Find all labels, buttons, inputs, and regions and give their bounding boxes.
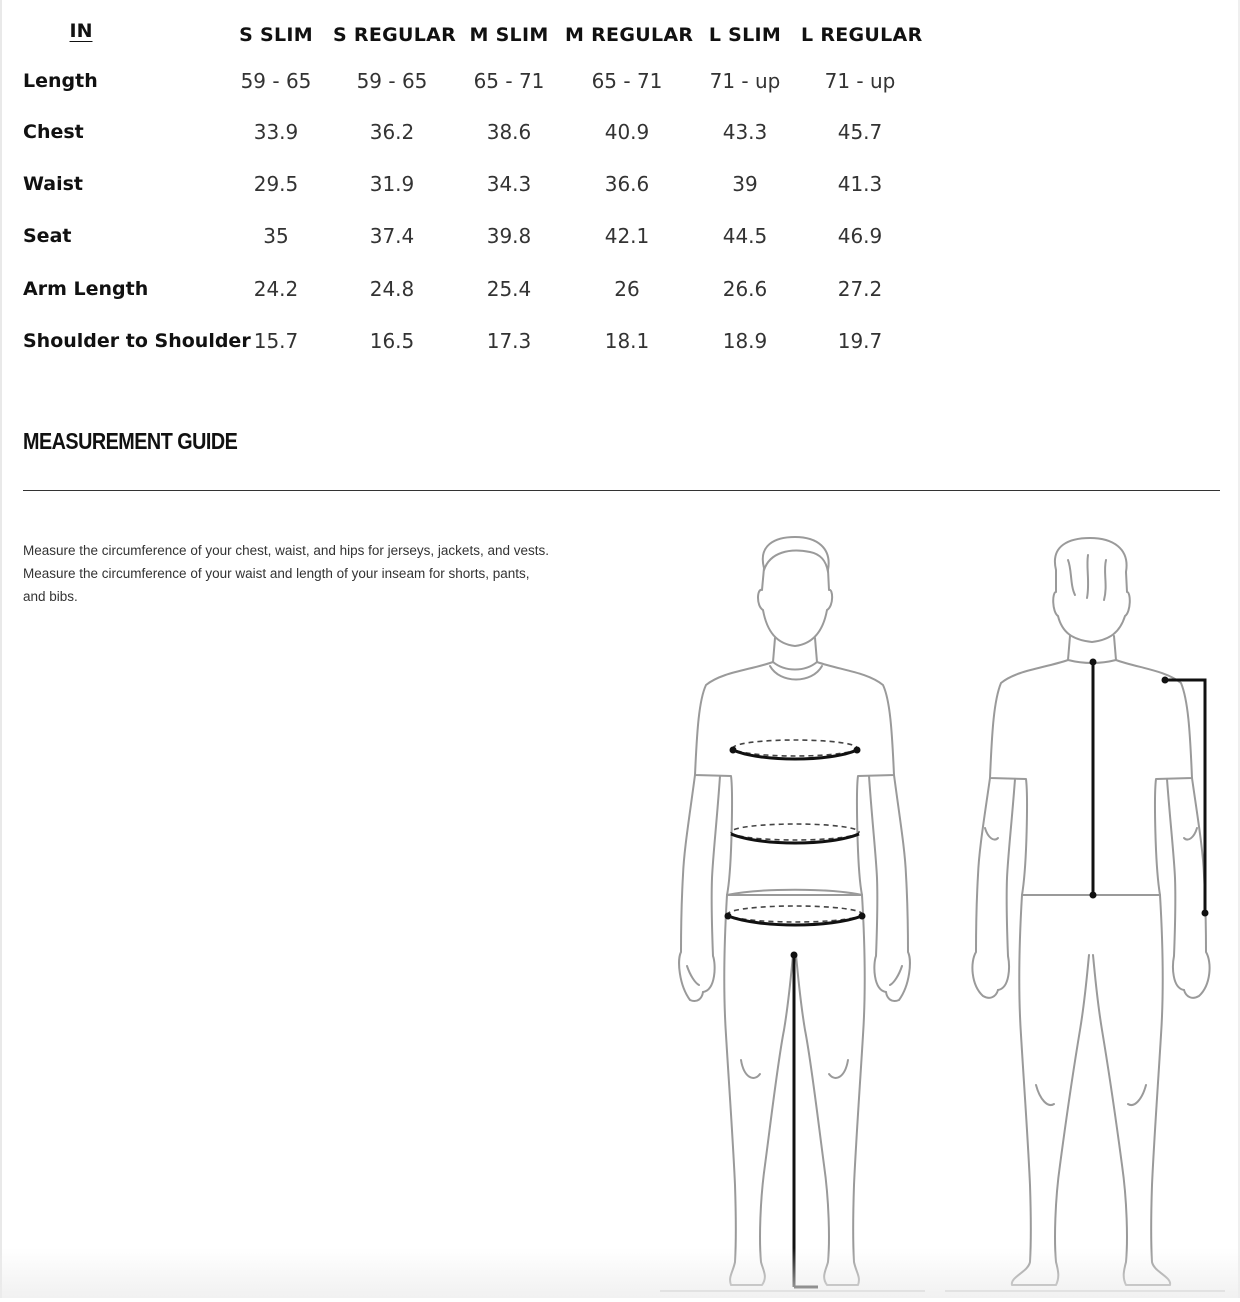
table-cell: 40.9 xyxy=(604,120,650,144)
instruction-line: and bibs. xyxy=(23,589,78,604)
table-cell: 38.6 xyxy=(486,120,532,144)
table-cell: 39.8 xyxy=(486,224,532,248)
table-cell: 45.7 xyxy=(837,120,883,144)
table-cell: 27.2 xyxy=(837,277,883,301)
unit-tab-in[interactable]: IN xyxy=(69,20,93,42)
table-cell: 16.5 xyxy=(369,329,415,353)
column-header-s-slim: S SLIM xyxy=(239,24,313,46)
bottom-fade xyxy=(0,1248,1240,1298)
table-cell: 29.5 xyxy=(253,172,299,196)
table-cell: 24.8 xyxy=(369,277,415,301)
back-view-figure xyxy=(972,538,1209,1285)
table-cell: 42.1 xyxy=(604,224,650,248)
table-cell: 18.1 xyxy=(604,329,650,353)
chest-measure-marker xyxy=(730,740,861,759)
table-cell: 39 xyxy=(732,172,758,196)
table-cell: 37.4 xyxy=(369,224,415,248)
table-cell: 25.4 xyxy=(486,277,532,301)
row-label-length: Length xyxy=(23,70,98,92)
table-cell: 44.5 xyxy=(722,224,768,248)
row-label-seat: Seat xyxy=(23,225,72,247)
back-length-measure-marker xyxy=(1090,659,1097,899)
column-header-l-slim: L SLIM xyxy=(708,24,782,46)
table-cell: 35 xyxy=(263,224,289,248)
table-cell: 36.6 xyxy=(604,172,650,196)
column-header-m-regular: M REGULAR xyxy=(565,24,694,46)
table-cell: 24.2 xyxy=(253,277,299,301)
table-cell: 19.7 xyxy=(837,329,883,353)
column-header-m-slim: M SLIM xyxy=(469,24,549,46)
inseam-measure-marker xyxy=(791,952,819,1288)
size-chart-table xyxy=(0,0,940,370)
table-cell: 59 - 65 xyxy=(356,69,428,93)
row-label-arm-length: Arm Length xyxy=(23,278,149,300)
table-cell: 18.9 xyxy=(722,329,768,353)
column-header-s-regular: S REGULAR xyxy=(333,24,457,46)
column-header-l-regular: L REGULAR xyxy=(801,24,923,46)
table-cell: 65 - 71 xyxy=(591,69,663,93)
table-cell: 71 - up xyxy=(824,69,896,93)
row-label-chest: Chest xyxy=(23,121,84,143)
table-cell: 46.9 xyxy=(837,224,883,248)
table-cell: 41.3 xyxy=(837,172,883,196)
measurement-guide-title: MEASUREMENT GUIDE xyxy=(23,428,238,454)
table-cell: 59 - 65 xyxy=(240,69,312,93)
table-cell: 34.3 xyxy=(486,172,532,196)
measurement-instructions xyxy=(23,539,613,608)
waist-measure-marker xyxy=(731,824,859,843)
table-cell: 43.3 xyxy=(722,120,768,144)
table-cell: 33.9 xyxy=(253,120,299,144)
instruction-line: Measure the circumference of your waist and length of your inseam for shorts, pants, xyxy=(23,566,530,581)
row-label-shoulder-to-shoulder: Shoulder to Shoulder xyxy=(23,330,251,352)
section-divider xyxy=(23,490,1220,491)
table-cell: 26 xyxy=(614,277,640,301)
table-cell: 26.6 xyxy=(722,277,768,301)
row-label-waist: Waist xyxy=(23,173,84,195)
table-cell: 71 - up xyxy=(709,69,781,93)
table-cell: 36.2 xyxy=(369,120,415,144)
measurement-illustration xyxy=(640,500,1240,1298)
table-cell: 15.7 xyxy=(253,329,299,353)
table-cell: 65 - 71 xyxy=(473,69,545,93)
instruction-line: Measure the circumference of your chest, waist, and hips for jerseys, jackets, and vests. xyxy=(23,543,549,558)
hip-measure-marker xyxy=(725,906,866,925)
table-cell: 31.9 xyxy=(369,172,415,196)
table-cell: 17.3 xyxy=(486,329,532,353)
